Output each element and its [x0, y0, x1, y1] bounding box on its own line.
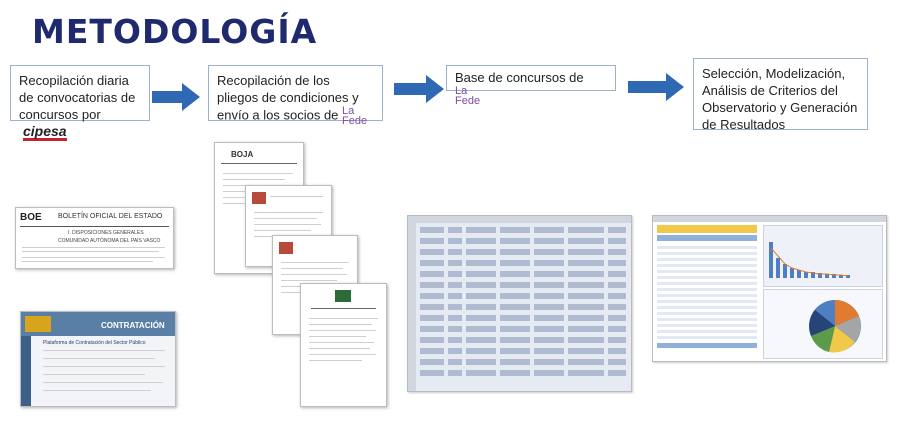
- contratacion-name: CONTRATACIÓN: [101, 321, 165, 330]
- contratacion-heading: Plataforma de Contratación del Sector Público: [43, 340, 146, 346]
- boe-document-thumbnail: [15, 207, 174, 269]
- boe-section: I. DISPOSICIONES GENERALES: [68, 230, 144, 236]
- step-1-box: [10, 65, 150, 139]
- pliego-document-thumbnail: [300, 283, 387, 407]
- pie-chart-icon: [805, 296, 865, 356]
- arrow-2: [394, 74, 446, 104]
- page-title: METODOLOGÍA: [32, 12, 318, 51]
- la-fede-logo: La Fede: [455, 85, 481, 107]
- la-fede-logo: La Fede: [342, 105, 368, 127]
- arrow-1: [152, 82, 202, 112]
- contratacion-thumbnail: [20, 311, 176, 407]
- step-1-text: Recopilación diaria de convocatorias de concursos por: [19, 73, 136, 122]
- boe-subsection: COMUNIDAD AUTÓNOMA DEL PAÍS VASCO: [58, 238, 161, 244]
- results-dashboard-thumbnail: [652, 215, 887, 362]
- arrow-3: [628, 72, 686, 102]
- step-4-text: Selección, Modelización, Análisis de Criterios del Observatorio y Generación de Resultados: [702, 66, 858, 132]
- bar-chart-icon: [767, 234, 877, 282]
- step-2-box: [208, 65, 383, 127]
- step-4-box: [693, 58, 868, 130]
- step-3-text: Base de concursos de: [455, 70, 584, 85]
- boe-name: BOLETÍN OFICIAL DEL ESTADO: [58, 213, 163, 220]
- step-3-box: [446, 65, 616, 107]
- cipesa-logo: cipesa: [23, 123, 67, 139]
- boe-logo: BOE: [20, 212, 42, 223]
- step-2-text: Recopilación de los pliegos de condiciones y envío a los socios de: [217, 73, 359, 123]
- concursos-spreadsheet-thumbnail: [407, 215, 632, 392]
- boja-logo: BOJA: [231, 150, 254, 159]
